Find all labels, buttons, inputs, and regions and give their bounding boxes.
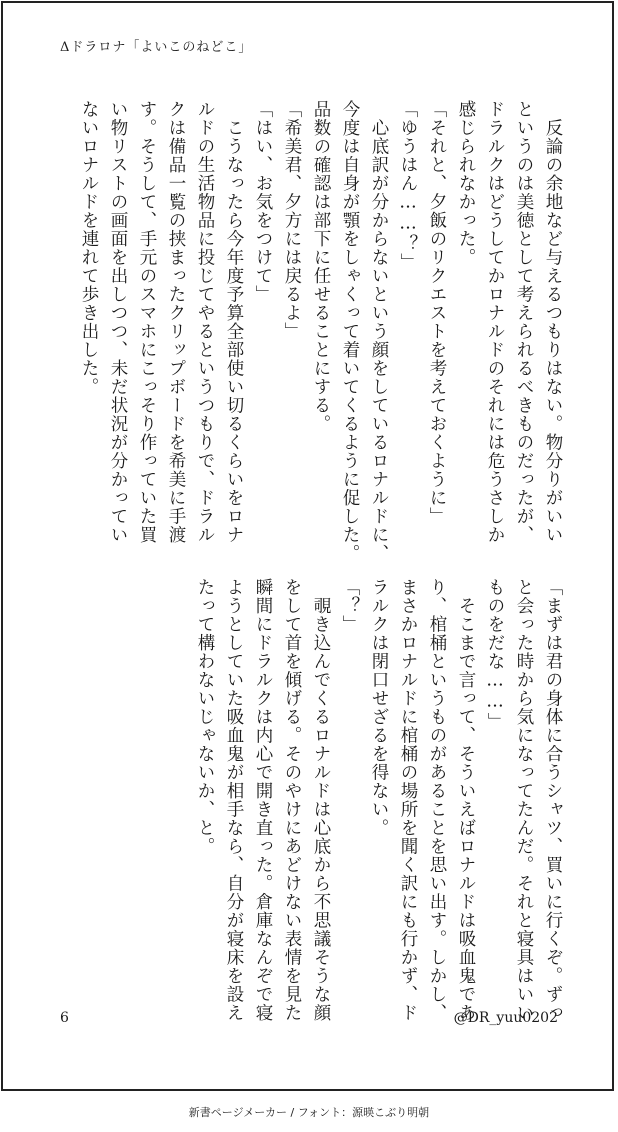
text-line: をして首を傾げる。そのやけにあどけない表情を見た (282, 578, 302, 1022)
text-line: というのは美徳として考えられるべきものだったが、 (514, 100, 534, 544)
text-line: り、棺桶というものがあることを思い出す。しかし、 (427, 578, 447, 1022)
text-line: ルドの生活物品に投じてやるというつもりで、ドラル (195, 100, 215, 544)
text-line: たって構わないじゃないか、と。 (195, 578, 215, 856)
text-line: 「まずは君の身体に合うシャツ、買いに行くぞ。ずっ (543, 578, 563, 1022)
text-line: 今度は自身が顎をしゃくって着いてくるように促した。 (340, 100, 360, 563)
text-line: こうなったら今年度予算全部使い切るくらいをロナ (224, 100, 244, 544)
text-line: 「はい、お気をつけて」 (253, 100, 273, 304)
text-line: い物リストの画面を出しつつ、未だ状況が分かってい (108, 100, 128, 544)
header-title: Δドラロナ「よいこのねどこ」 (60, 40, 253, 55)
text-line: ないロナルドを連れて歩き出した。 (79, 100, 99, 396)
text-line: 反論の余地など与えるつもりはない。物分りがいい (543, 100, 563, 544)
footer-credit: 新書ページメーカー / フォント：源暎こぶり明朝 (188, 1106, 430, 1119)
text-line: 心底訳が分からないという顔をしているロナルドに、 (369, 100, 389, 563)
text-line: 「希美君、夕方には戻るよ」 (282, 100, 302, 341)
text-line: まさかロナルドに棺桶の場所を聞く訳にも行かず、ド (398, 578, 418, 1022)
text-line: ラルクは閉口せざるを得ない。 (369, 578, 389, 837)
page-number: 6 (60, 1010, 69, 1026)
text-line: 感じられなかった。 (456, 100, 476, 267)
text-line: 覗き込んでくるロナルドは心底から不思議そうな顔 (311, 578, 331, 1022)
text-line: と会った時から気になってたんだ。それと寝具はいい (514, 578, 534, 1022)
text-line: 「？」 (340, 578, 360, 634)
text-line: ようとしていた吸血鬼が相手なら、自分が寝床を設え (224, 578, 244, 1022)
upper-text-block (55, 100, 565, 570)
text-line: ものをだな……」 (485, 578, 505, 731)
author-handle: @DR_yuu0202 (453, 1010, 558, 1026)
text-line: クは備品一覧の挟まったクリップボードを希美に手渡 (166, 100, 186, 544)
text-line: 「それと、夕飯のリクエストを考えておくように」 (427, 100, 447, 526)
text-line: 品数の確認は部下に任せることにする。 (311, 100, 331, 433)
text-line: そこまで言って、そういえばロナルドは吸血鬼であ (456, 578, 476, 1022)
text-line: ドラルクはどうしてかロナルドのそれには危うさしか (485, 100, 505, 544)
text-line: 瞬間にドラルクは内心で開き直った。倉庫なんぞで寝 (253, 578, 273, 1022)
text-line: す。そうして、手元のスマホにこっそり作っていた買 (137, 100, 157, 544)
text-line: 「ゆうはん……？」 (398, 100, 418, 272)
